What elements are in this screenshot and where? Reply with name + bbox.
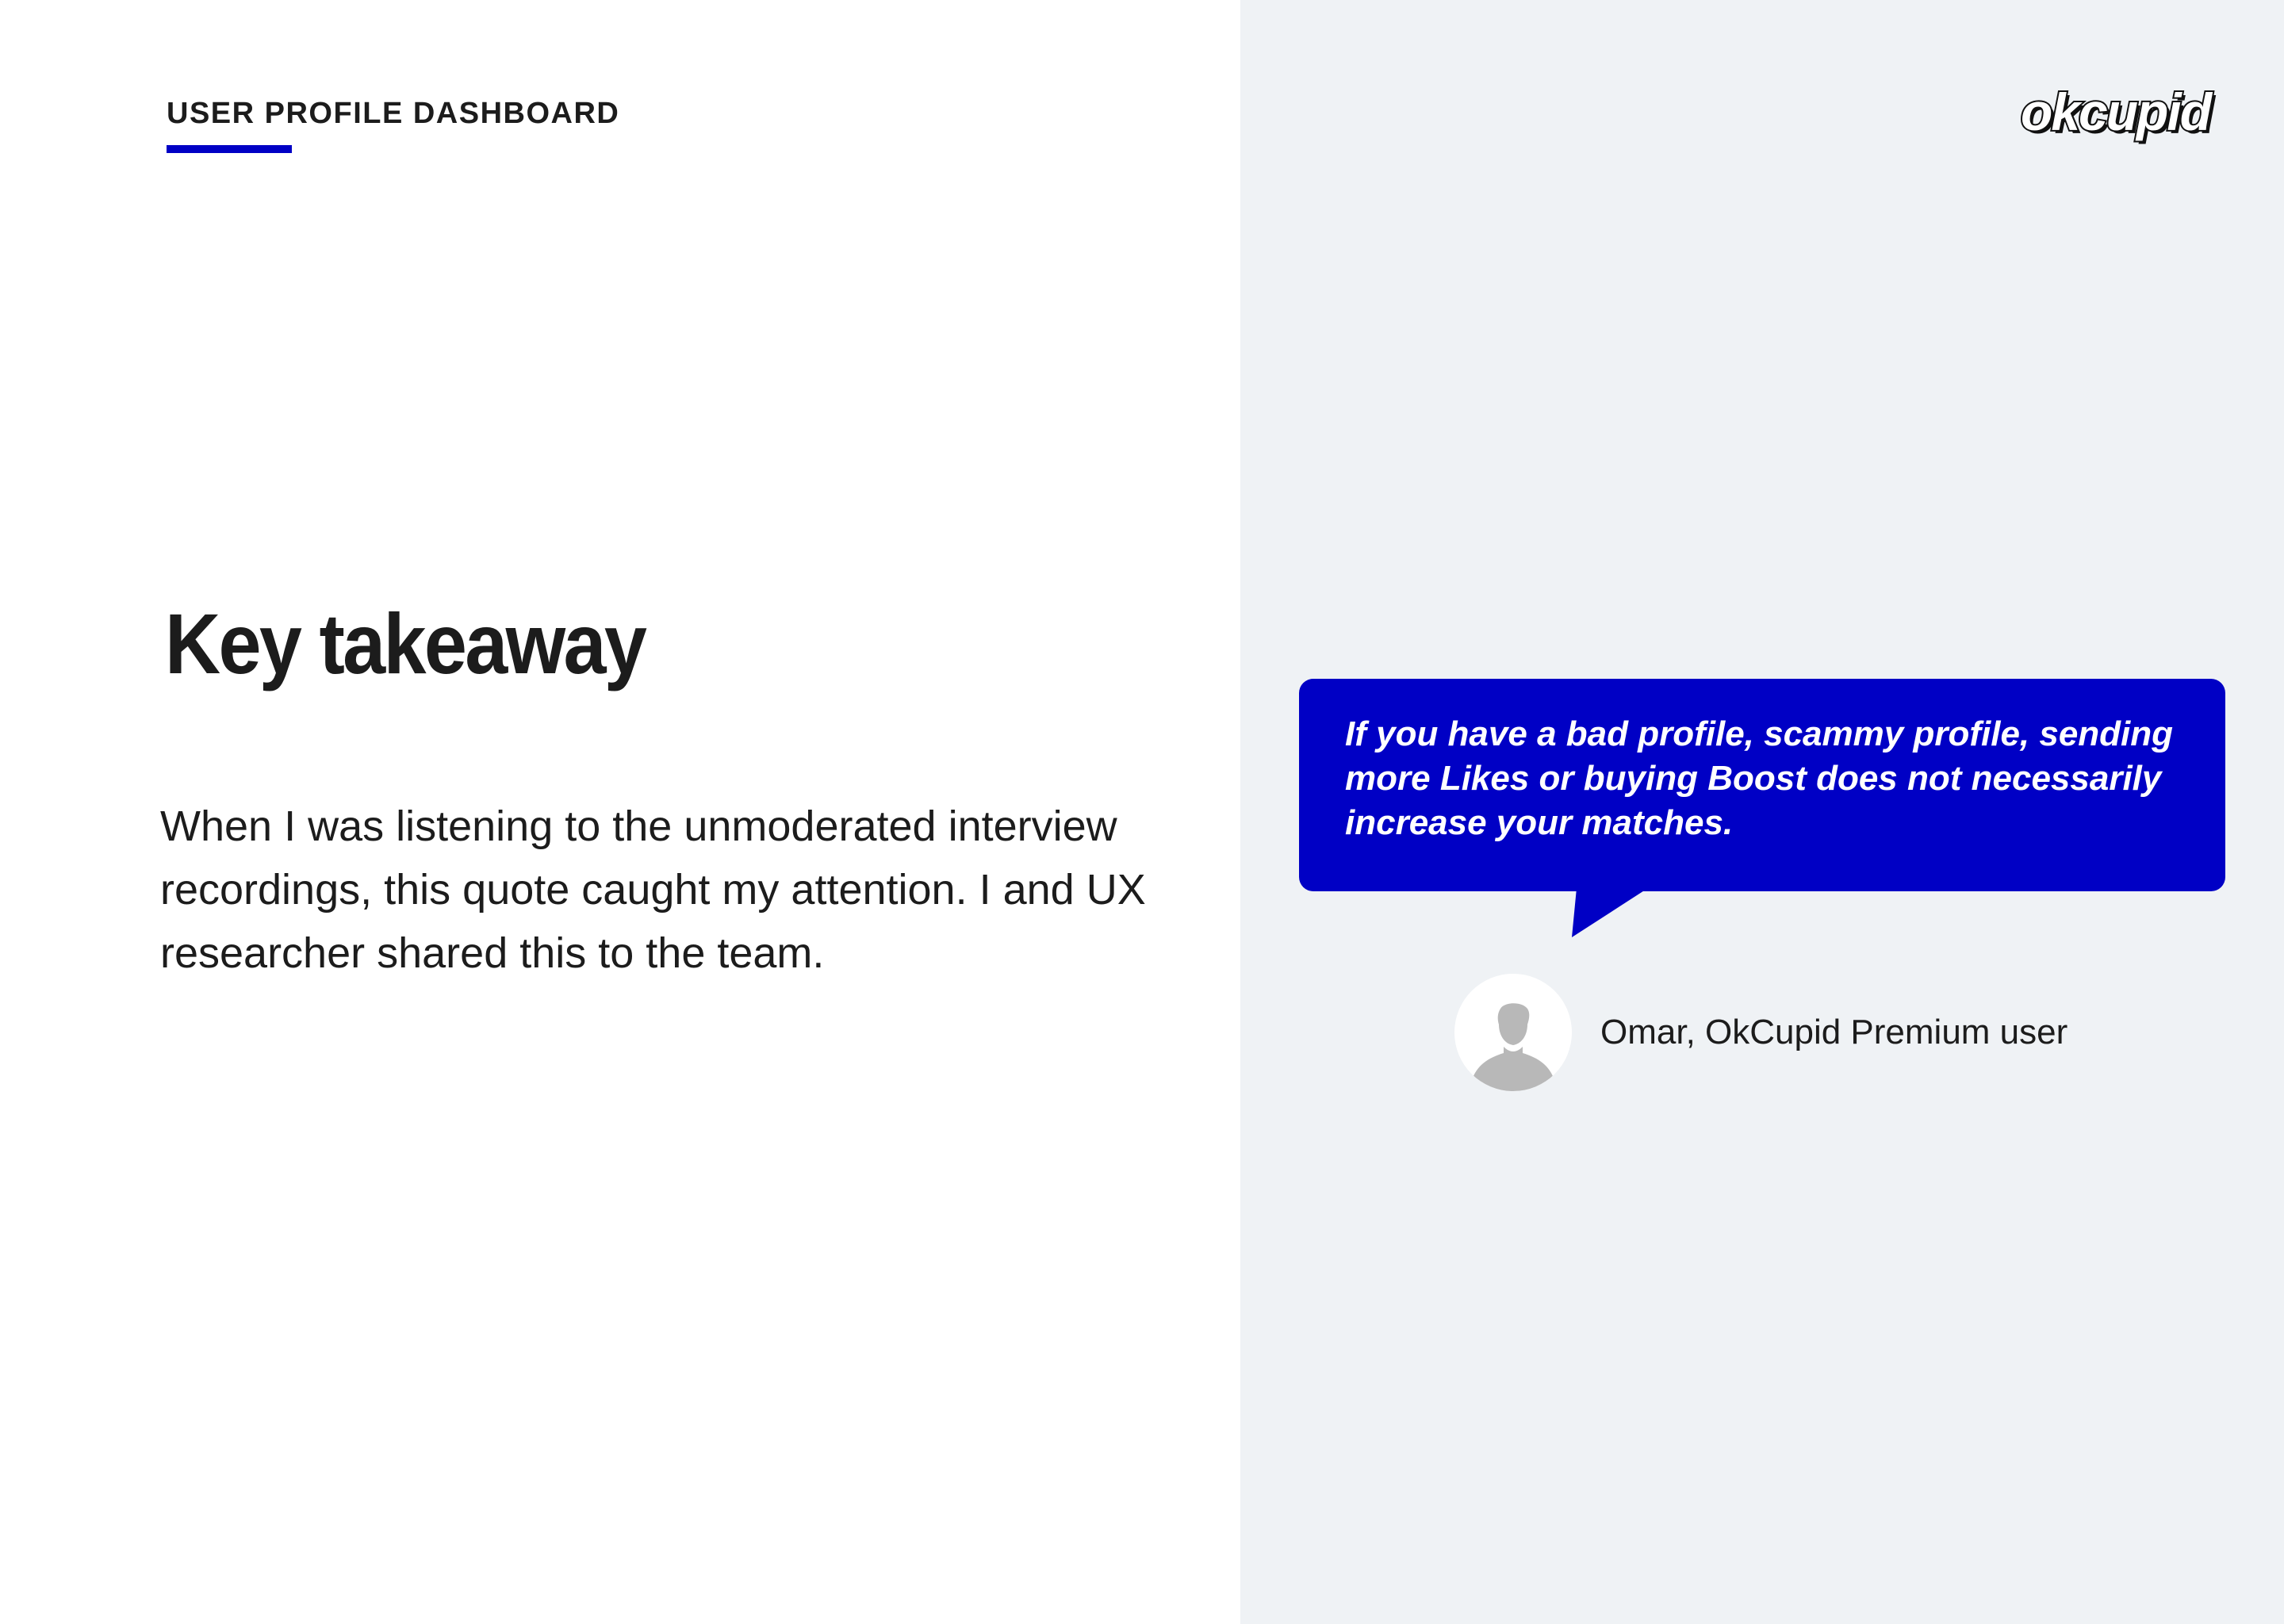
quote-bubble — [1299, 679, 2225, 891]
quote-attribution: Omar, OkCupid Premium user — [1600, 1013, 2068, 1051]
quote-text: If you have a bad profile, scammy profile, sending more Likes or buying Boost does not necessarily increase your matches. — [1345, 714, 2174, 842]
page-title: Key takeaway — [165, 596, 646, 691]
person-silhouette-icon — [1454, 974, 1572, 1091]
avatar — [1454, 974, 1572, 1091]
body-paragraph: When I was listening to the unmoderated interview recordings, this quote caught my attention. I and UX researcher shared this to the team. — [160, 802, 1146, 977]
section-label-underline — [167, 145, 292, 153]
okcupid-logo: okcupid — [2021, 82, 2211, 141]
section-label: USER PROFILE DASHBOARD — [167, 97, 620, 130]
quote-bubble-tail — [1572, 888, 1648, 937]
